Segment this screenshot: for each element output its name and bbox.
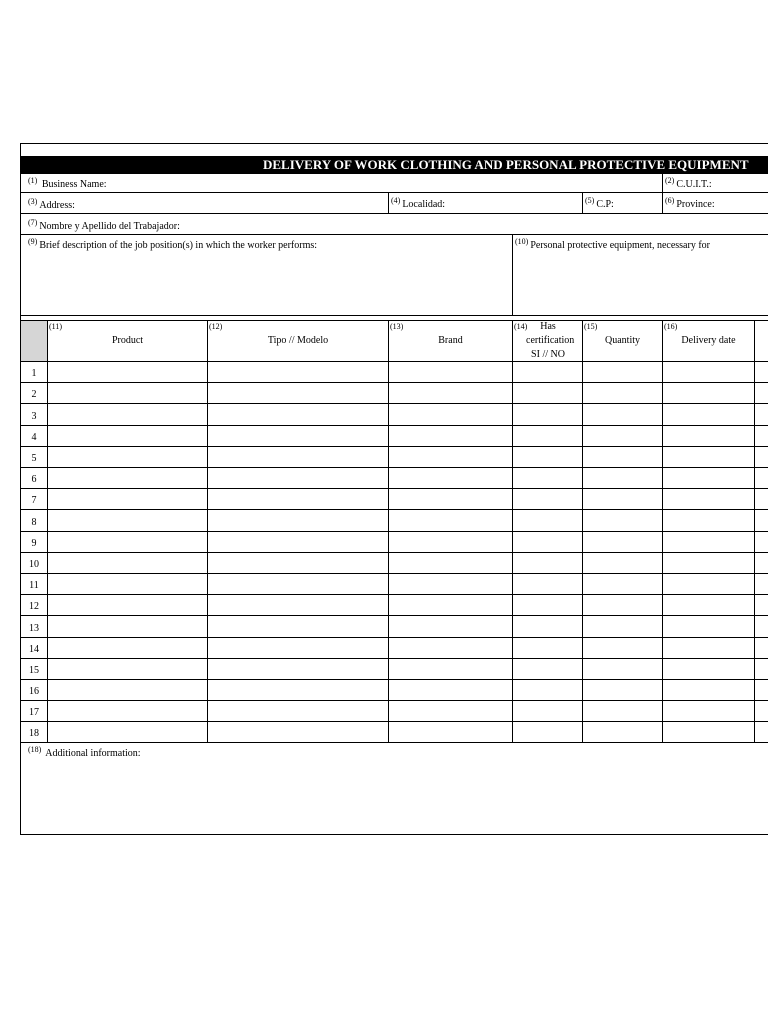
business-name-field[interactable]: $^{(1)}$ Business Name: xyxy=(28,176,107,190)
row-number: 8 xyxy=(31,517,37,528)
address-field[interactable]: $^{(3)}$ Address: xyxy=(28,197,75,211)
column-number: (13) xyxy=(390,322,404,331)
row-number: 15 xyxy=(29,665,39,676)
column-header-delivery-date: Delivery date xyxy=(681,335,736,346)
row-line xyxy=(20,403,768,404)
row-line xyxy=(20,742,768,743)
row-line xyxy=(20,615,768,616)
row-line xyxy=(20,382,768,383)
form-border-bottom xyxy=(20,834,768,835)
row-line xyxy=(20,446,768,447)
column-header-product: Product xyxy=(111,335,144,346)
row-number: 11 xyxy=(29,580,39,591)
ppe-delivery-form xyxy=(20,143,768,835)
column-header-quantity: Quantity xyxy=(605,335,640,346)
form-title-bar xyxy=(20,156,768,173)
divider xyxy=(582,192,583,213)
row-line xyxy=(20,679,768,680)
row-number: 5 xyxy=(31,453,37,464)
localidad-field[interactable]: $^{(4)}$ Localidad: xyxy=(391,196,446,210)
divider xyxy=(388,192,389,213)
row-line xyxy=(20,721,768,722)
divider xyxy=(20,173,768,174)
postal-code-field[interactable]: $^{(5)}$ C.P: xyxy=(585,196,614,210)
additional-info-field[interactable]: $^{(18)}$ Additional information: xyxy=(28,745,141,759)
row-number: 2 xyxy=(31,389,37,400)
row-line xyxy=(20,488,768,489)
row-number: 10 xyxy=(29,559,39,570)
column-number: (16) xyxy=(664,322,678,331)
column-number: (12) xyxy=(209,322,223,331)
row-line xyxy=(20,467,768,468)
row-number: 18 xyxy=(29,728,39,739)
row-line xyxy=(20,573,768,574)
row-number: 6 xyxy=(31,474,37,485)
table-top-border xyxy=(20,320,768,321)
row-number: 16 xyxy=(29,686,39,697)
row-line xyxy=(20,552,768,553)
row-line xyxy=(20,658,768,659)
divider xyxy=(662,192,663,213)
row-number: 12 xyxy=(29,601,39,612)
worker-name-field[interactable]: $^{(7)}$ Nombre y Apellido del Trabajador: xyxy=(28,218,180,232)
divider xyxy=(20,192,768,193)
cuit-field[interactable]: $^{(2)}$ C.U.I.T.: xyxy=(665,176,712,190)
row-line xyxy=(20,425,768,426)
row-line xyxy=(20,531,768,532)
row-line xyxy=(20,594,768,595)
row-line xyxy=(20,637,768,638)
divider xyxy=(512,234,513,316)
form-title: DELIVERY OF WORK CLOTHING AND PERSONAL PROTECTIVE EQUIPMENT xyxy=(263,157,749,172)
job-description-field[interactable]: $^{(9)}$ Brief description of the job position(s) in which the worker performs: xyxy=(28,237,318,251)
row-number: 13 xyxy=(29,623,39,634)
column-header-certification: Has certification SI // NO xyxy=(526,321,575,360)
row-number: 7 xyxy=(31,495,37,506)
table-corner-cell xyxy=(21,321,47,361)
row-number: 1 xyxy=(31,368,37,379)
divider xyxy=(20,315,768,316)
divider xyxy=(662,173,663,192)
row-number: 3 xyxy=(31,411,37,422)
column-header-brand: Brand xyxy=(438,335,463,346)
table-header-bottom xyxy=(20,361,768,362)
column-number: (15) xyxy=(584,322,598,331)
row-number: 17 xyxy=(29,707,39,718)
row-number: 9 xyxy=(31,538,37,549)
divider xyxy=(20,213,768,214)
column-header-tipo-modelo: Tipo // Modelo xyxy=(267,335,329,346)
province-field[interactable]: $^{(6)}$ Province: xyxy=(665,196,715,210)
form-border-top xyxy=(20,143,768,144)
row-line xyxy=(20,509,768,510)
column-number: (11) xyxy=(49,322,63,331)
ppe-necessary-field[interactable]: $^{(10)}$ Personal protective equipment, necessary for xyxy=(515,237,710,251)
row-number: 14 xyxy=(29,644,39,655)
divider xyxy=(20,234,768,235)
row-number: 4 xyxy=(31,432,37,443)
row-line xyxy=(20,700,768,701)
column-number: (14) xyxy=(514,322,528,331)
